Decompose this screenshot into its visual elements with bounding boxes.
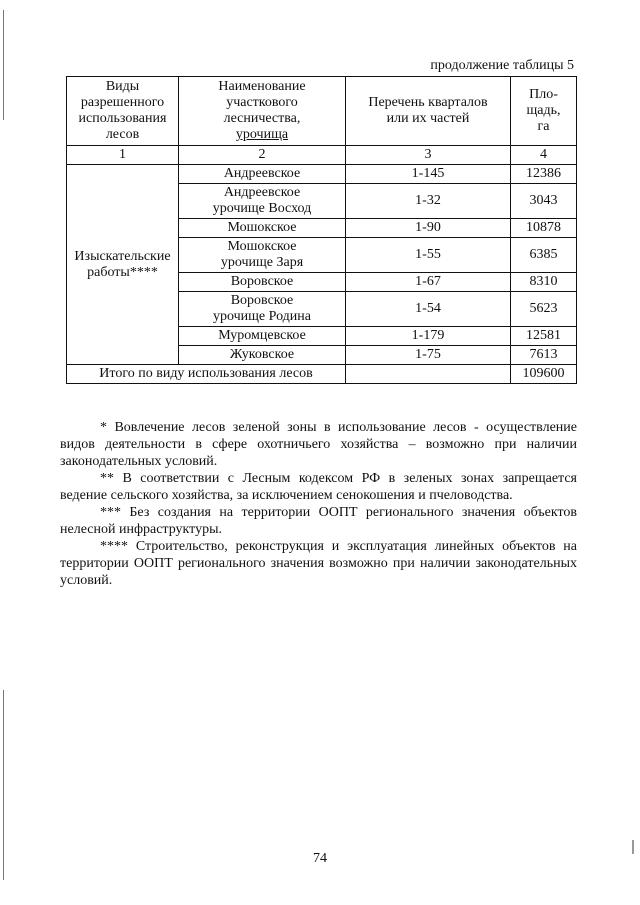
table-continuation-caption: продолжение таблицы 5 bbox=[430, 58, 574, 73]
total-row bbox=[67, 365, 577, 384]
header-use-type: Виды разрешенного использования лесов bbox=[67, 77, 179, 146]
scan-edge-line bbox=[3, 10, 4, 120]
forestry-name: Муромцевское bbox=[179, 327, 346, 346]
forest-use-table bbox=[66, 76, 577, 384]
forestry-name: Андреевское bbox=[179, 165, 346, 184]
footnote-1: * Вовлечение лесов зеленой зоны в использование лесов - осуществление видов деятельности в сфере охотничьего хозяйства – возможно при наличии законодательных условий. bbox=[60, 420, 577, 469]
forestry-name: Мошокское bbox=[179, 219, 346, 238]
header-quarters-list: Перечень кварталов или их частей bbox=[346, 77, 511, 146]
area-value: 3043 bbox=[511, 184, 577, 219]
quarters-value: 1-179 bbox=[346, 327, 511, 346]
area-value: 10878 bbox=[511, 219, 577, 238]
area-value: 7613 bbox=[511, 346, 577, 365]
forestry-name: Воровское bbox=[179, 273, 346, 292]
area-value: 12581 bbox=[511, 327, 577, 346]
area-value: 12386 bbox=[511, 165, 577, 184]
forestry-name: Жуковское bbox=[179, 346, 346, 365]
footnote-4: **** Строительство, реконструкция и эксплуатация линейных объектов на территории ООПТ регионального значения возможно при наличии законодательных условий. bbox=[60, 539, 577, 588]
quarters-value: 1-55 bbox=[346, 238, 511, 273]
total-label: Итого по виду использования лесов bbox=[67, 365, 346, 384]
footnote-3: *** Без создания на территории ООПТ регионального значения объектов нелесной инфраструктуры. bbox=[60, 505, 577, 537]
forestry-name: Мошокское урочище Заря bbox=[179, 238, 346, 273]
footnotes bbox=[60, 419, 577, 589]
header-forestry-name: Наименование участкового лесничества, урочища bbox=[179, 77, 346, 146]
quarters-value: 1-54 bbox=[346, 292, 511, 327]
header-area: Пло- щадь, га bbox=[511, 77, 577, 146]
area-value: 5623 bbox=[511, 292, 577, 327]
total-empty-cell bbox=[346, 365, 511, 384]
footnote-2: ** В соответствии с Лесным кодексом РФ в зеленых зонах запрещается ведение сельского хозяйства, за исключением сенокошения и пчеловодства. bbox=[60, 471, 577, 503]
column-number: 2 bbox=[179, 146, 346, 165]
group-label-cell: Изыскательские работы**** bbox=[67, 165, 179, 365]
total-value: 109600 bbox=[511, 365, 577, 384]
column-number: 1 bbox=[67, 146, 179, 165]
quarters-value: 1-32 bbox=[346, 184, 511, 219]
forestry-name: Андреевское урочище Восход bbox=[179, 184, 346, 219]
page-number: 74 bbox=[313, 851, 327, 866]
column-number: 4 bbox=[511, 146, 577, 165]
quarters-value: 1-90 bbox=[346, 219, 511, 238]
forestry-name: Воровское урочище Родина bbox=[179, 292, 346, 327]
area-value: 6385 bbox=[511, 238, 577, 273]
area-value: 8310 bbox=[511, 273, 577, 292]
quarters-value: 1-145 bbox=[346, 165, 511, 184]
table-header-row bbox=[67, 77, 577, 146]
quarters-value: 1-75 bbox=[346, 346, 511, 365]
table-row bbox=[67, 165, 577, 184]
column-number: 3 bbox=[346, 146, 511, 165]
quarters-value: 1-67 bbox=[346, 273, 511, 292]
column-number-row bbox=[67, 146, 577, 165]
